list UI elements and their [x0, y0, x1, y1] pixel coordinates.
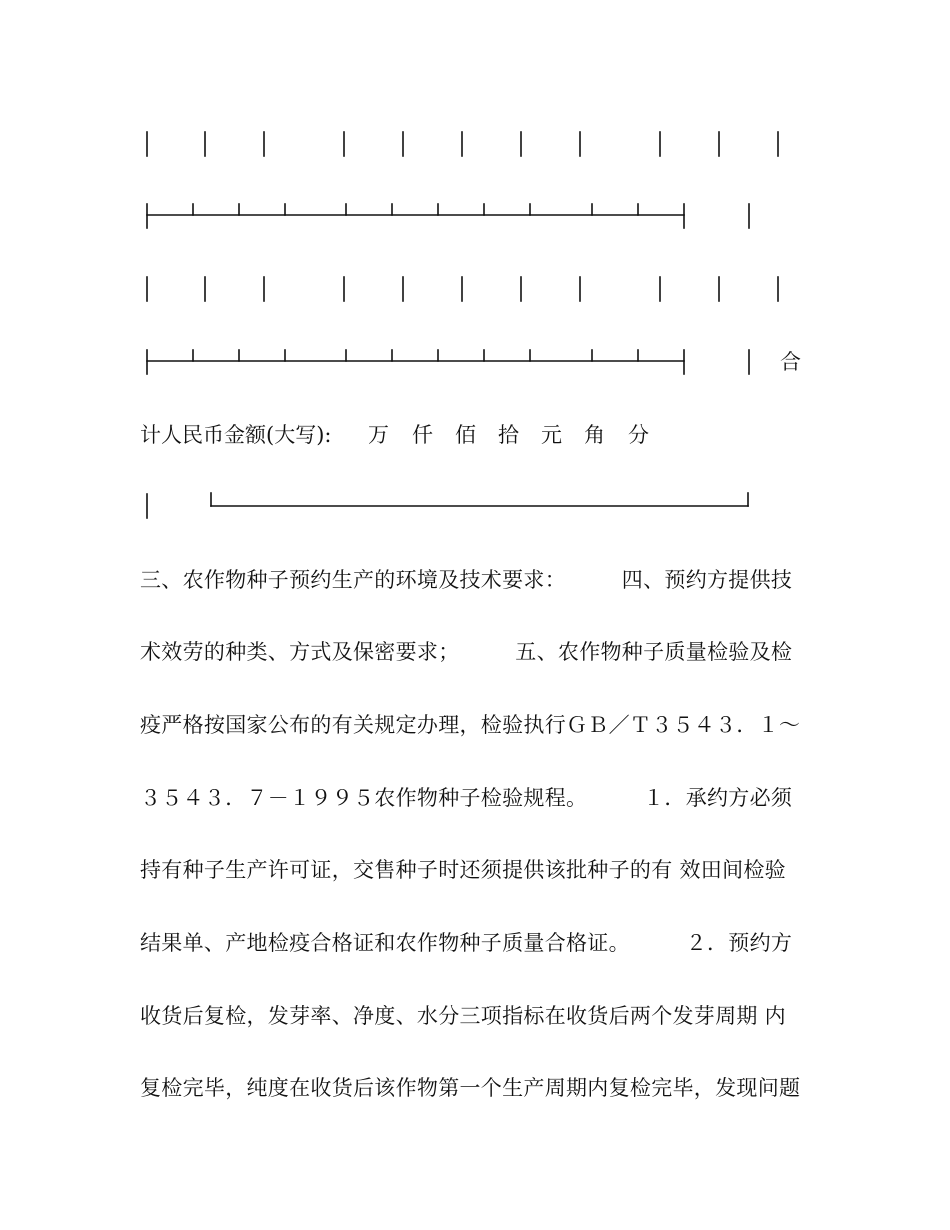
table-row-separators-2 [147, 277, 778, 301]
unit-yuan: 元 [541, 423, 562, 447]
text-line: 复检完毕，纯度在收货后该作物第一个生产周期内复检完毕，发现问题 [140, 1076, 801, 1100]
text-line: 疫严格按国家公布的有关规定办理，检验执行ＧＢ／Ｔ３５４３．１～ [140, 713, 801, 737]
unit-wan: 万 [368, 423, 389, 447]
unit-jiao: 角 [584, 423, 605, 447]
text-line: 收货后复检，发芽率、净度、水分三项指标在收货后两个发芽周期 内 [140, 1004, 786, 1028]
text-line: 三、农作物种子预约生产的环境及技术要求： 四、预约方提供技 [140, 568, 793, 592]
table-rule-1 [147, 204, 749, 228]
unit-bai: 佰 [455, 423, 476, 447]
total-amount-label: 计人民币金额(大写): [140, 423, 332, 447]
table-rule-2 [147, 350, 749, 374]
unit-qian: 仟 [412, 423, 433, 447]
text-line: 持有种子生产许可证，交售种子时还须提供该批种子的有 效田间检验 [140, 858, 786, 882]
unit-shi: 拾 [498, 423, 519, 447]
table-row-separators-1 [147, 132, 778, 156]
unit-fen: 分 [628, 423, 649, 447]
text-line: 结果单、产地检疫合格证和农作物种子质量合格证。 ２．预约方 [140, 931, 793, 955]
text-line: 术效劳的种类、方式及保密要求； 五、农作物种子质量检验及检 [140, 640, 793, 664]
text-line: ３５４３．７－１９９５农作物种子检验规程。 １．承约方必须 [140, 786, 793, 810]
total-prefix-char: 合 [780, 350, 801, 374]
table-border-art [0, 0, 950, 560]
table-bottom-border [147, 493, 748, 518]
